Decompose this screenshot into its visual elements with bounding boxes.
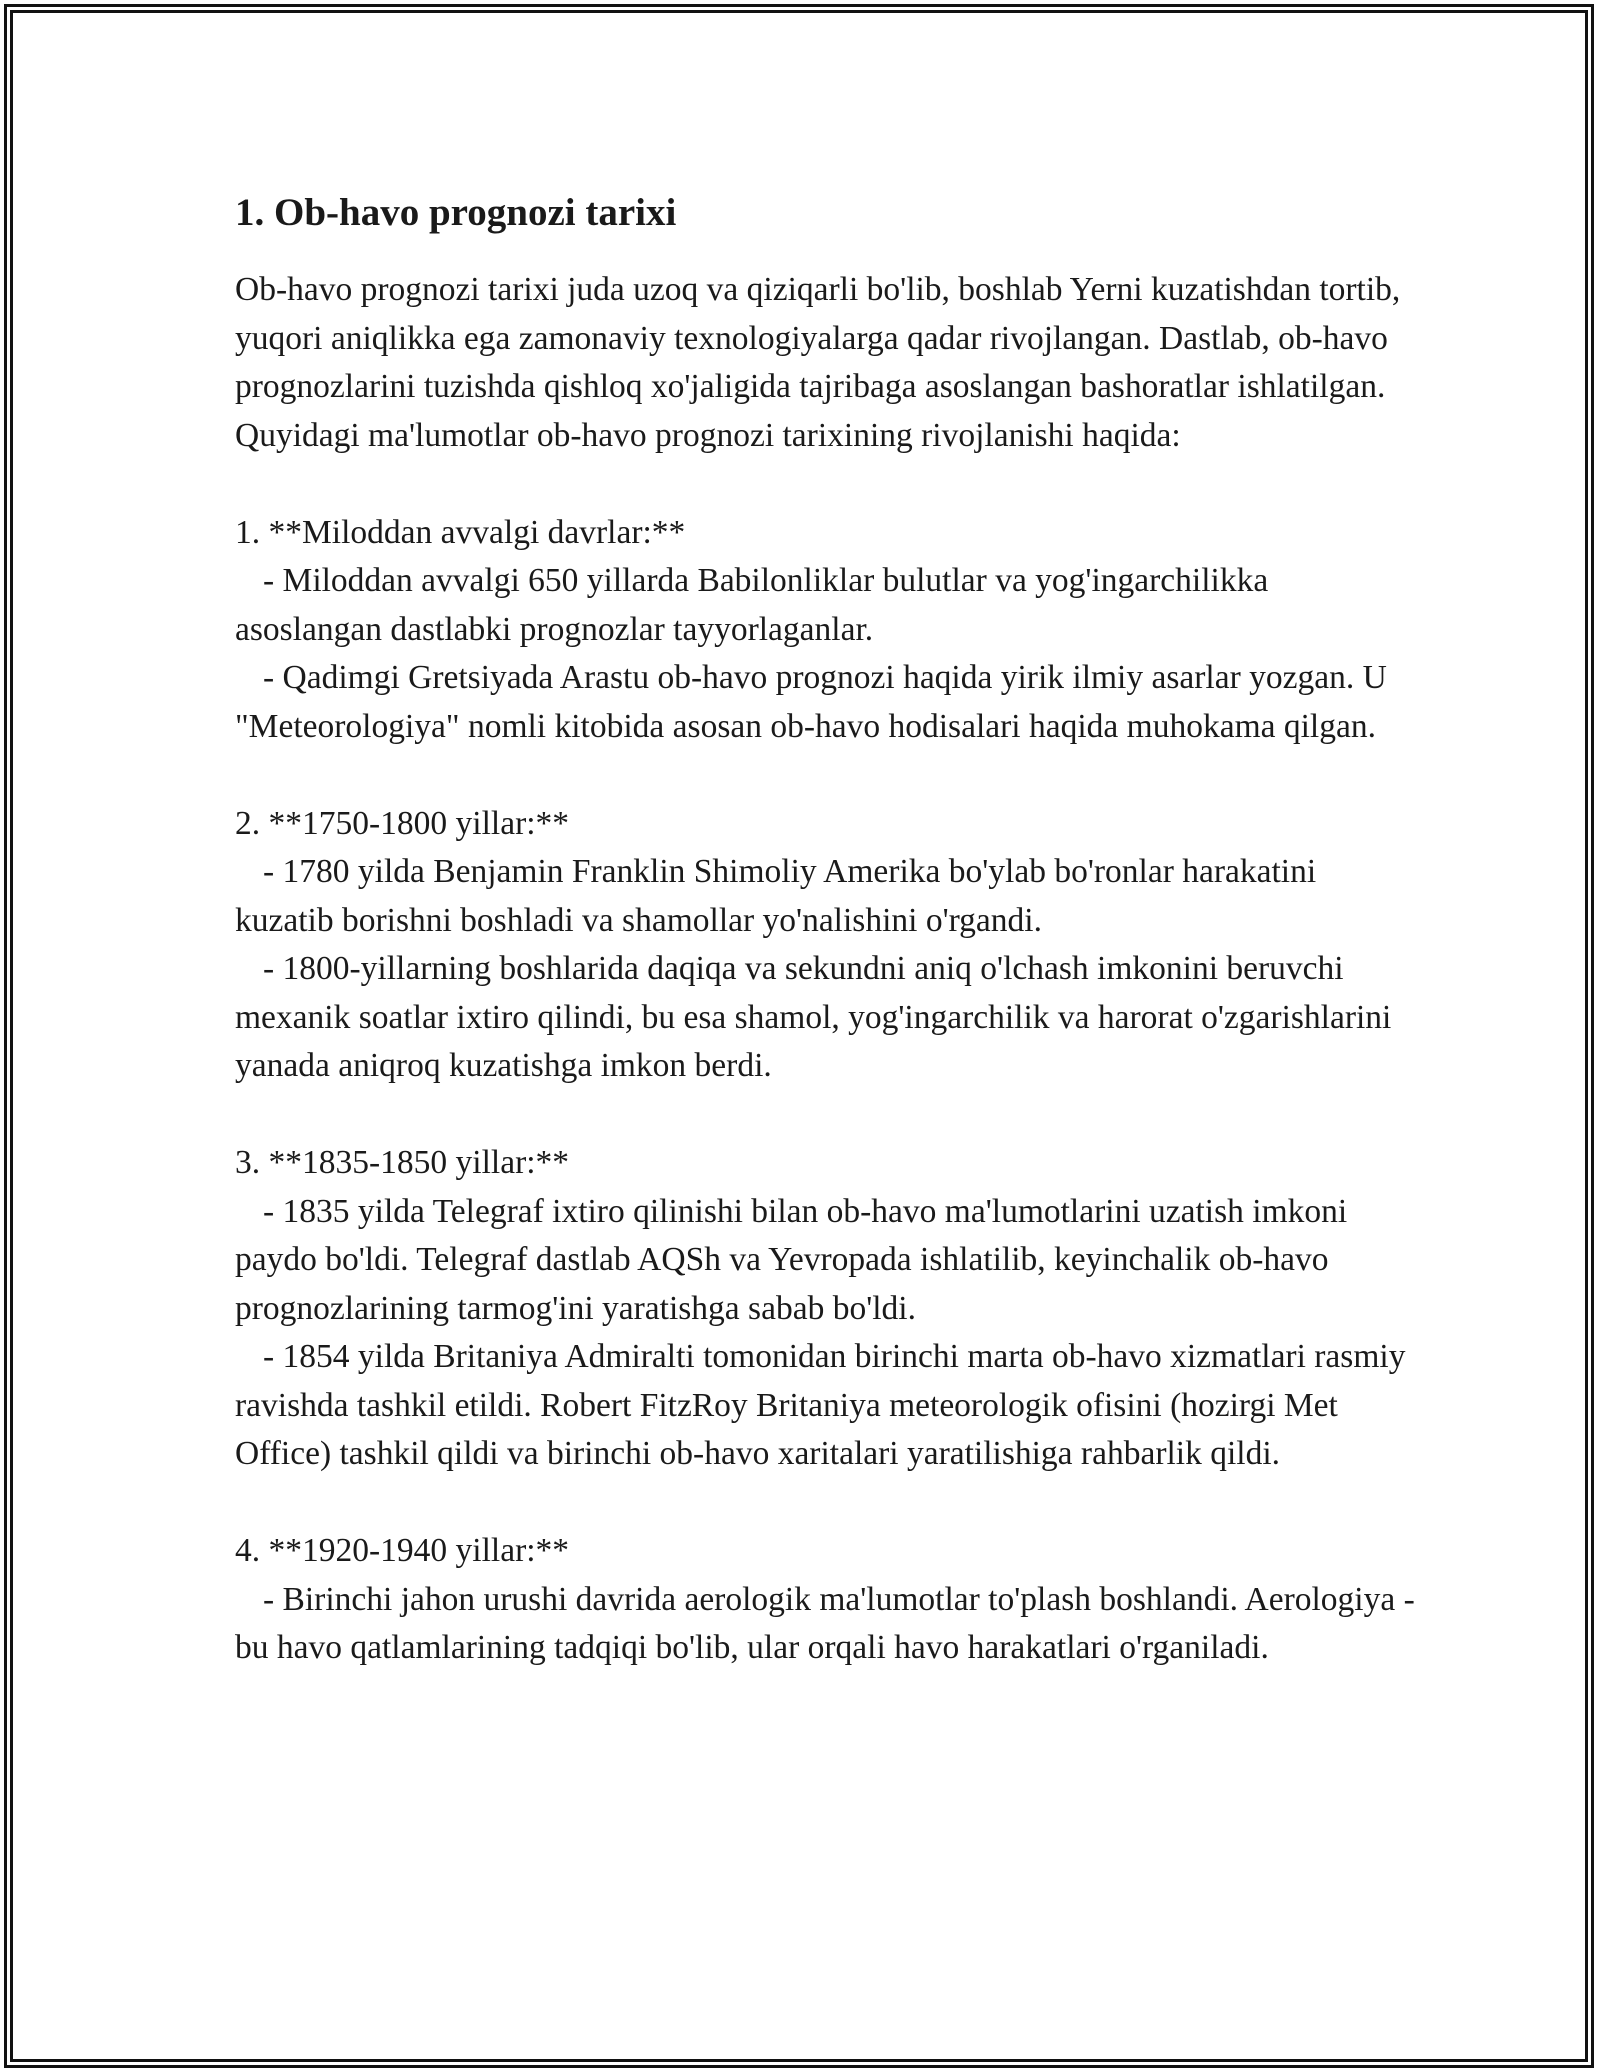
section-heading: 1. Ob-havo prognozi tarixi bbox=[235, 191, 677, 234]
history-section-4 bbox=[235, 1527, 1415, 1673]
paragraph-gap bbox=[235, 1479, 1415, 1528]
document-body bbox=[235, 185, 1415, 1673]
bullet-item: - 1800-yillarning boshlarida daqiqa va sekundni aniq o'lchash imkonini beruvchi mexanik soatlar ixtiro qilindi, bu esa shamol, yog'ingarchilik va harorat o'zgarishlarini yanada aniqroq kuzatishga imkon berdi. bbox=[235, 950, 1392, 1084]
paragraph-gap bbox=[235, 1091, 1415, 1140]
bullet-item: - 1835 yilda Telegraf ixtiro qilinishi bilan ob-havo ma'lumotlarini uzatish imkoni paydo bo'ldi. Telegraf dastlab AQSh va Yevropada ishlatilib, keyinchalik ob-havo prognozlarining tarmog'ini yaratishga sabab bo'ldi. bbox=[235, 1192, 1348, 1327]
bullet-item: - Qadimgi Gretsiyada Arastu ob-havo prognozi haqida yirik ilmiy asarlar yozgan. U "Meteorologiya" nomli kitobida asosan ob-havo hodisalari haqida muhokama qilgan. bbox=[235, 659, 1387, 745]
history-section-3 bbox=[235, 1139, 1415, 1479]
paragraph-gap bbox=[235, 460, 1415, 509]
bullet-item: - 1780 yilda Benjamin Franklin Shimoliy Amerika bo'ylab bo'ronlar harakatini kuzatib borishni boshladi va shamollar yo'nalishini o'rgandi. bbox=[235, 853, 1317, 939]
section-title: 2. **1750-1800 yillar:** bbox=[235, 804, 570, 842]
section-title: 4. **1920-1940 yillar:** bbox=[235, 1532, 570, 1569]
bullet-item: - 1854 yilda Britaniya Admiralti tomonidan birinchi marta ob-havo xizmatlari rasmiy ravishda tashkil etildi. Robert FitzRoy Britaniya meteorologik ofisini (hozirgi Met Office) tashkil qildi va birinchi ob-havo xaritalari yaratilishiga rahbarlik qildi. bbox=[235, 1338, 1406, 1472]
bullet-item: - Birinchi jahon urushi davrida aerologik ma'lumotlar to'plash boshlandi. Aerologiya - bu havo qatlamlarining tadqiqi bo'lib, ular orqali havo harakatlari o'rganiladi. bbox=[235, 1580, 1415, 1666]
history-section-2 bbox=[235, 800, 1415, 1091]
history-section-1 bbox=[235, 509, 1415, 752]
intro-paragraph: Ob-havo prognozi tarixi juda uzoq va qiziqarli bo'lib, boshlab Yerni kuzatishdan tortib, yuqori aniqlikka ega zamonaviy texnologiyalarga qadar rivojlangan. Dastlab, ob-havo prognozlarini tuzishda qishloq xo'jaligida tajribaga asoslangan bashoratlar ishlatilgan. Quyidagi ma'lumotlar ob-havo prognozi tarixining rivojlanishi haqida: bbox=[235, 271, 1401, 454]
section-title: 1. **Miloddan avvalgi davrlar:** bbox=[235, 513, 686, 551]
bullet-item: - Miloddan avvalgi 650 yillarda Babilonliklar bulutlar va yog'ingarchilikka asoslangan dastlabki prognozlar tayyorlaganlar. bbox=[235, 562, 1269, 648]
section-title: 3. **1835-1850 yillar:** bbox=[235, 1144, 570, 1181]
paragraph-gap bbox=[235, 751, 1415, 800]
